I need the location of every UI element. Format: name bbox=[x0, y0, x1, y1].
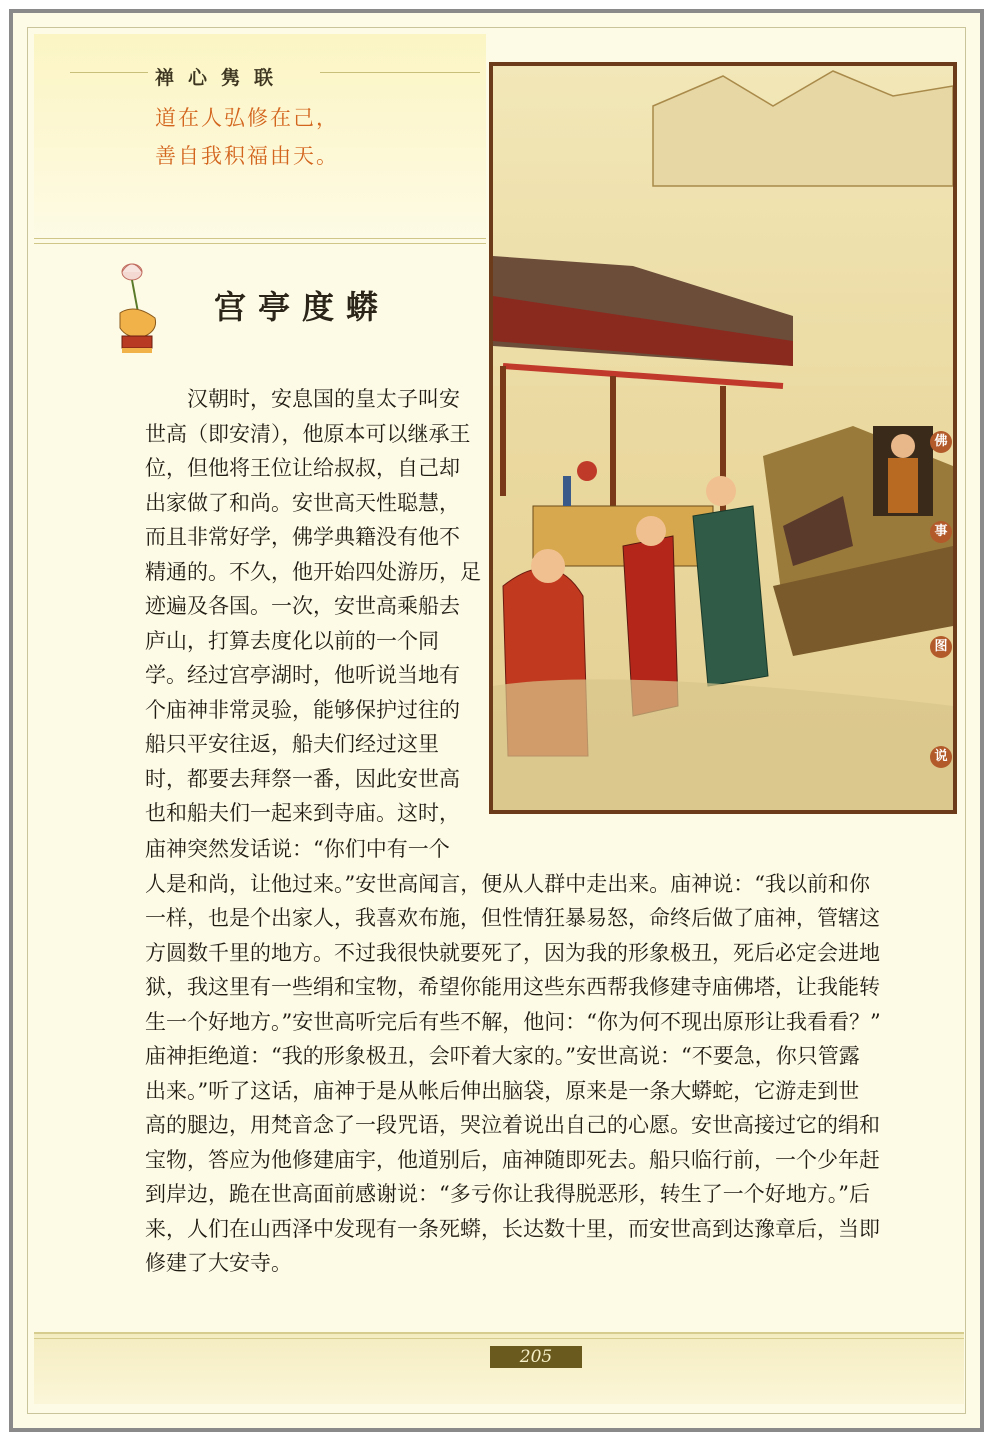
story-title: 宫亭度蟒 bbox=[214, 288, 391, 326]
text-line: 出家做了和尚。安世高天性聪慧， bbox=[145, 490, 460, 515]
text-line: 位，但他将王位让给叔叔，自己却 bbox=[145, 456, 460, 480]
story-text-wide bbox=[145, 832, 945, 1281]
text-line: 生一个好地方。”安世高听完后有些不解，他问：“你为何不现出原形让我看看？” bbox=[145, 1009, 881, 1034]
illustration-painting bbox=[489, 62, 957, 814]
text-line: 汉朝时，安息国的皇太子叫安 bbox=[145, 387, 460, 411]
text-line: 狱，我这里有一些绢和宝物，希望你能用这些东西帮我修建寺庙佛塔，让我能转 bbox=[145, 975, 880, 999]
text-line: 时，都要去拜祭一番，因此安世高 bbox=[145, 766, 460, 791]
header-line-left bbox=[70, 72, 148, 73]
text-line: 学。经过宫亭湖时，他听说当地有 bbox=[145, 663, 460, 687]
text-line: 一样，也是个出家人，我喜欢布施，但性情狂暴易怒，命终后做了庙神，管辖这 bbox=[145, 906, 880, 930]
text-line: 庐山，打算去度化以前的一个同 bbox=[145, 628, 439, 653]
text-line: 宝物，答应为他修建庙宇，他道别后，庙神随即死去。船只临行前，一个少年赶 bbox=[145, 1147, 880, 1172]
text-line: 庙神突然发话说：“你们中有一个 bbox=[145, 837, 450, 861]
couplet-line-1: 道在人弘修在己， bbox=[155, 106, 339, 130]
footer-rule-top bbox=[34, 1332, 964, 1334]
text-line: 个庙神非常灵验，能够保护过往的 bbox=[145, 697, 460, 722]
text-line: 人是和尚，让他过来。”安世高闻言，便从人群中走出来。庙神说：“我以前和你 bbox=[145, 871, 870, 896]
side-label-3: 图 bbox=[930, 636, 952, 658]
text-line: 到岸边，跪在世高面前感谢说：“多亏你让我得脱恶形，转生了一个好地方。”后 bbox=[145, 1182, 870, 1206]
text-line: 方圆数千里的地方。不过我很快就要死了，因为我的形象极丑，死后必定会进地 bbox=[145, 940, 880, 965]
header-rule-2 bbox=[34, 243, 486, 244]
text-line: 迹遍及各国。一次，安世高乘船去 bbox=[145, 594, 460, 618]
side-label-4: 说 bbox=[930, 746, 952, 768]
text-line: 世高（即安清），他原本可以继承王 bbox=[145, 421, 471, 446]
text-line: 高的腿边，用梵音念了一段咒语，哭泣着说出自己的心愿。安世高接过它的绢和 bbox=[145, 1113, 880, 1137]
footer-band bbox=[34, 1332, 964, 1404]
text-line: 修建了大安寺。 bbox=[145, 1251, 292, 1275]
text-line: 也和船夫们一起来到寺庙。这时， bbox=[145, 801, 460, 825]
side-label-2: 事 bbox=[930, 521, 952, 543]
text-line: 而且非常好学，佛学典籍没有他不 bbox=[145, 525, 460, 549]
text-line: 庙神拒绝道：“我的形象极丑，会吓着大家的。”安世高说：“不要急，你只管露 bbox=[145, 1044, 860, 1068]
lotus-hand-icon bbox=[100, 258, 175, 358]
text-line: 来，人们在山西泽中发现有一条死蟒，长达数十里，而安世高到达豫章后，当即 bbox=[145, 1216, 880, 1241]
header-line-right bbox=[320, 72, 480, 73]
text-line: 精通的。不久，他开始四处游历，足 bbox=[145, 559, 481, 584]
page-number: 205 bbox=[490, 1346, 582, 1368]
couplet-line-2: 善自我积福由天。 bbox=[155, 144, 339, 168]
footer-rule-second bbox=[34, 1338, 964, 1339]
series-title: 禅心隽联 bbox=[155, 67, 288, 89]
story-text-narrow bbox=[145, 382, 481, 831]
header-rule-1 bbox=[34, 238, 486, 239]
text-line: 出来。”听了这话，庙神于是从帐后伸出脑袋，原来是一条大蟒蛇，它游走到世 bbox=[145, 1078, 860, 1103]
text-line: 船只平安往返，船夫们经过这里 bbox=[145, 732, 439, 756]
side-label-1: 佛 bbox=[930, 431, 952, 453]
